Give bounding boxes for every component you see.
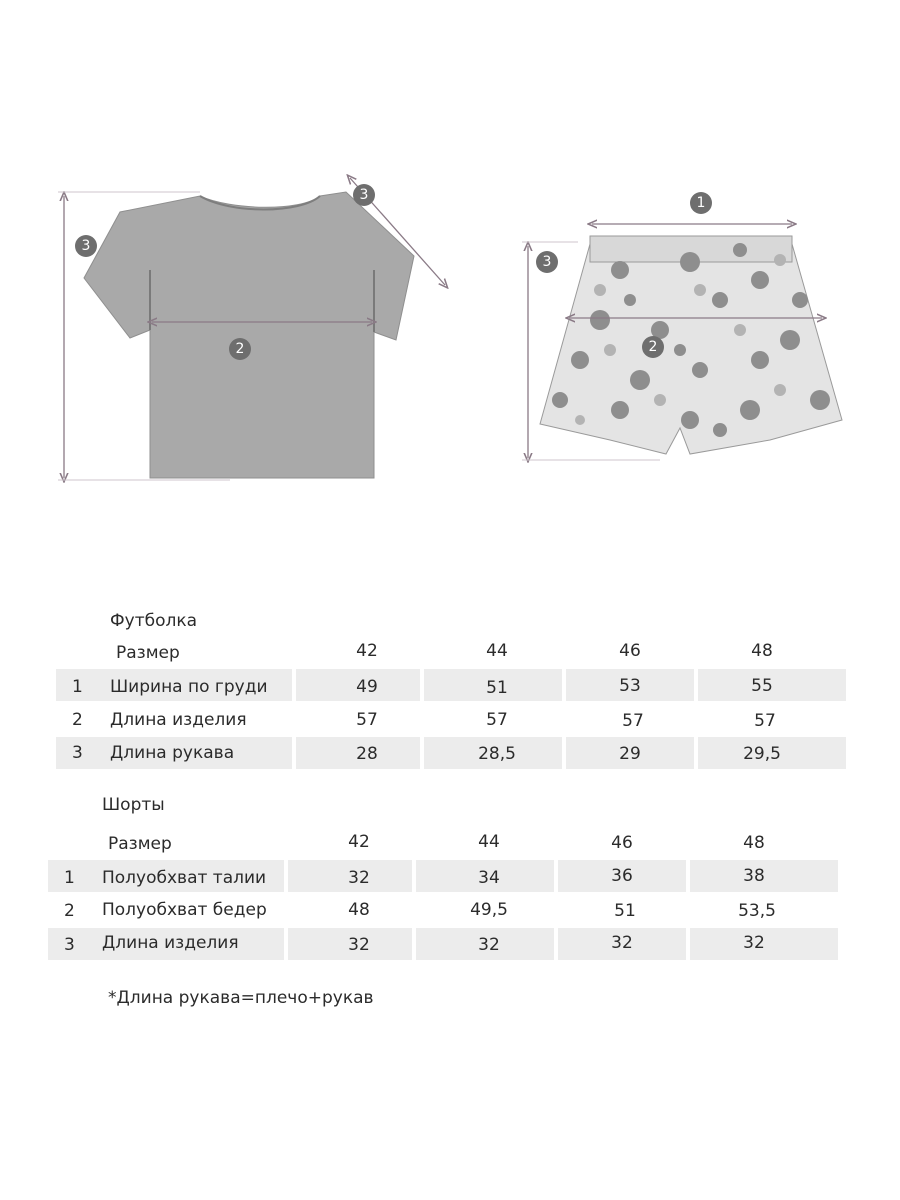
row-index: 3 (64, 935, 75, 955)
footnote: *Длина рукава=плечо+рукав (108, 988, 374, 1008)
value-cell: 57 (486, 710, 508, 730)
tshirt-chest-marker: 2 (229, 338, 251, 360)
row-label: Ширина по груди (110, 677, 268, 697)
table-row (56, 669, 846, 701)
size-header-label: Размер (116, 643, 180, 663)
tshirt-sleeve-marker: 3 (353, 184, 375, 206)
value-cell: 38 (743, 866, 765, 886)
row-label: Длина изделия (102, 933, 239, 953)
value-cell: 28,5 (478, 744, 516, 764)
value-cell: 49,5 (470, 900, 508, 920)
value-cell: 57 (356, 710, 378, 730)
garment-diagram (0, 0, 900, 520)
value-cell: 34 (478, 868, 500, 888)
table-row (56, 737, 846, 769)
value-cell: 28 (356, 744, 378, 764)
size-cell: 44 (478, 832, 500, 852)
value-cell: 55 (751, 676, 773, 696)
value-cell: 53,5 (738, 901, 776, 921)
row-label: Длина изделия (110, 710, 247, 730)
value-cell: 53 (619, 676, 641, 696)
size-cell: 42 (348, 832, 370, 852)
size-cell: 48 (743, 833, 765, 853)
row-index: 1 (72, 677, 83, 697)
value-cell: 32 (611, 933, 633, 953)
size-cell: 46 (619, 641, 641, 661)
row-index: 2 (64, 901, 75, 921)
value-cell: 32 (348, 868, 370, 888)
value-cell: 51 (486, 678, 508, 698)
value-cell: 29,5 (743, 744, 781, 764)
shorts-header-row (48, 827, 838, 859)
table-row (48, 894, 838, 926)
size-header-label: Размер (108, 834, 172, 854)
shorts-illustration (540, 236, 842, 454)
value-cell: 57 (622, 711, 644, 731)
value-cell: 57 (754, 711, 776, 731)
shorts-table-title: Шорты (102, 795, 165, 815)
table-row (48, 860, 838, 892)
size-cell: 44 (486, 641, 508, 661)
value-cell: 32 (478, 935, 500, 955)
size-cell: 42 (356, 641, 378, 661)
shorts-hip-marker: 2 (642, 336, 664, 358)
size-cell: 46 (611, 833, 633, 853)
tshirt-header-row (56, 637, 846, 669)
tshirt-table-title: Футболка (110, 611, 198, 631)
table-row (48, 928, 838, 960)
value-cell: 48 (348, 900, 370, 920)
value-cell: 49 (356, 677, 378, 697)
row-label: Полуобхват бедер (102, 900, 267, 920)
value-cell: 36 (611, 866, 633, 886)
tshirt-illustration (84, 192, 414, 478)
size-cell: 48 (751, 641, 773, 661)
value-cell: 51 (614, 901, 636, 921)
shorts-waist-marker: 1 (690, 192, 712, 214)
row-label: Длина рукава (110, 743, 235, 763)
row-index: 3 (72, 743, 83, 763)
row-index: 2 (72, 710, 83, 730)
row-index: 1 (64, 868, 75, 888)
shorts-length-marker: 3 (536, 251, 558, 273)
value-cell: 32 (743, 933, 765, 953)
row-label: Полуобхват талии (102, 868, 267, 888)
value-cell: 32 (348, 935, 370, 955)
value-cell: 29 (619, 744, 641, 764)
table-row (56, 703, 846, 735)
tshirt-length-marker: 3 (75, 235, 97, 257)
